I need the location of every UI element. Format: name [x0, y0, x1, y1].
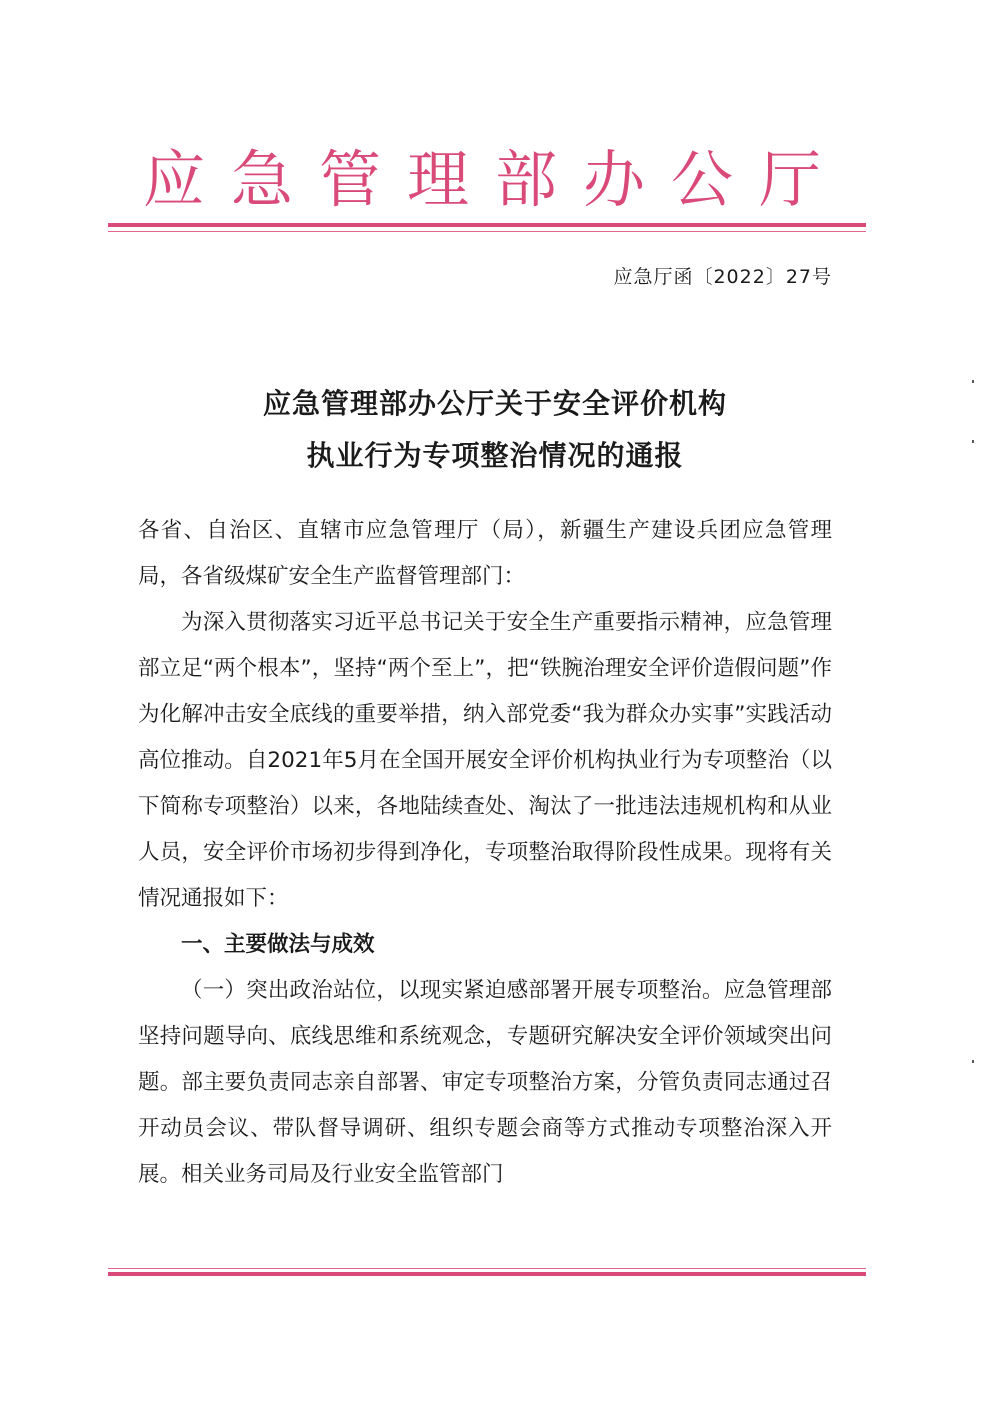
document-title-line-2: 执业行为专项整治情况的通报 — [306, 439, 684, 472]
section-heading: 一、主要做法与成效 — [181, 932, 375, 957]
section-paragraph: （一）突出政治站位，以现实紧迫感部署开展专项整治。应急管理部坚持问题导向、底线思维和系统观念，专题研究解决安全评价领域突出问题。部主要负责同志亲自部署、审定专项整治方案，分管负责同志通过召开动员会议、带队督导调研、组织专题会商等方式推动专项整治深入开展。相关业务司局及行业安全监管部门 — [138, 978, 832, 1187]
intro-paragraph: 为深入贯彻落实习近平总书记关于安全生产重要指示精神，应急管理部立足“两个根本”，坚持“两个至上”，把“铁腕治理安全评价造假问题”作为化解冲击安全底线的重要举措，纳入部党委“我为群众办实事”实践活动高位推动。自2021年5月在全国开展安全评价机构执业行为专项整治（以下简称专项整治）以来，各地陆续查处、淘汰了一批违法违规机构和从业人员，安全评价市场初步得到净化，专项整治取得阶段性成果。现将有关情况通报如下： — [138, 610, 832, 911]
document-title-line-1: 应急管理部办公厅关于安全评价机构 — [262, 387, 727, 420]
footer-red-rule — [108, 1272, 866, 1276]
letterhead-red-rule-thin — [108, 231, 866, 232]
scan-speck — [972, 380, 974, 383]
document-body — [138, 508, 832, 1198]
letterhead-red-rule — [108, 223, 866, 227]
scan-speck — [972, 1060, 974, 1063]
footer-red-rule-thin — [108, 1268, 866, 1269]
document-number: 应急厅函〔2022〕27号 — [613, 266, 832, 288]
letterhead-org-name: 应急管理部办公厅 — [142, 143, 847, 216]
scan-speck — [972, 440, 974, 443]
addressee: 各省、自治区、直辖市应急管理厅（局），新疆生产建设兵团应急管理局，各省级煤矿安全生产监督管理部门： — [138, 518, 832, 589]
